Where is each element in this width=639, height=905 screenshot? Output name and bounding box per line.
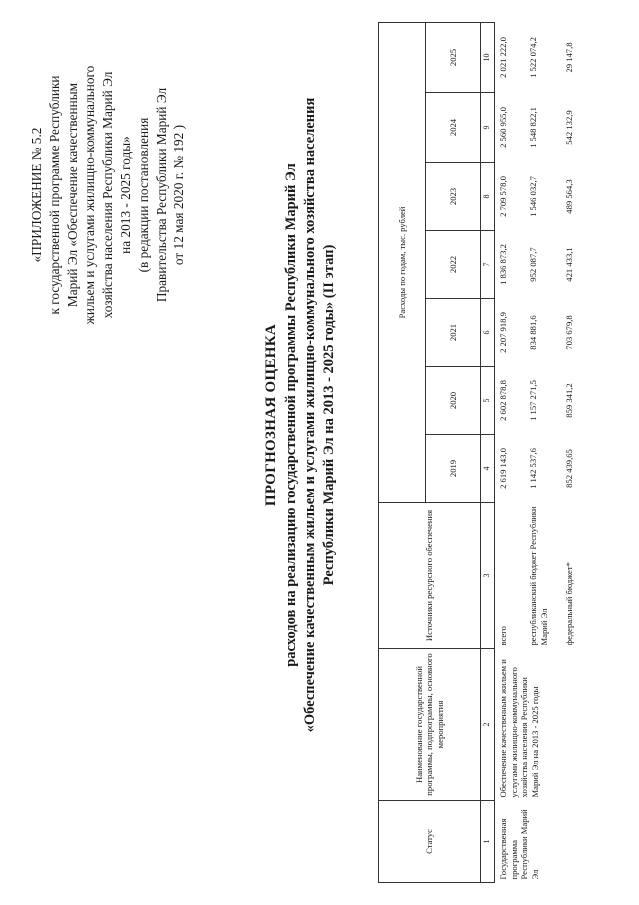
column-number: 1 <box>481 801 495 883</box>
amount-value: 1 522 074,2 <box>528 37 538 78</box>
amount-cell <box>495 163 596 231</box>
column-number: 6 <box>481 299 495 367</box>
appendix-line: Марий Эл «Обеспечение качественным <box>64 82 80 308</box>
column-number: 4 <box>481 435 495 503</box>
appendix-line: хозяйства населения Республики Марий Эл <box>100 71 116 319</box>
column-number: 2 <box>481 649 495 801</box>
amount-cell <box>495 22 596 92</box>
column-number: 8 <box>481 163 495 231</box>
source-label: федеральный бюджет* <box>564 562 574 646</box>
amount-value: 1 157 271,5 <box>528 380 538 421</box>
appendix-line: «ПРИЛОЖЕНИЕ № 5.2 <box>29 127 44 263</box>
amount-cell <box>495 435 596 503</box>
column-number: 7 <box>481 231 495 299</box>
appendix-line: на 2013 - 2025 годы» <box>117 136 133 254</box>
amount-value: 1 546 032,7 <box>528 176 538 217</box>
column-number: 9 <box>481 93 495 163</box>
amount-value: 1 836 873,2 <box>498 244 508 285</box>
amount-value: 2 709 578,0 <box>498 176 508 217</box>
amount-value: 1 548 822,1 <box>528 107 538 148</box>
amount-value: 489 564,3 <box>564 179 574 214</box>
appendix-line: к государственной программе Республики <box>46 75 62 315</box>
header-source: Источники ресурсного обеспечения <box>379 503 481 649</box>
appendix-line: от 12 мая 2020 г. № 192 ) <box>171 124 187 266</box>
subtitle-line: Республики Марий Эл на 2013 - 2025 годы» (II этап) <box>321 244 337 586</box>
source-label: всего <box>498 626 508 646</box>
amount-cell <box>495 231 596 299</box>
appendix-line: Правительства Республики Марий Эл <box>153 87 169 303</box>
column-number: 5 <box>481 367 495 435</box>
source-label: республиканский бюджет Республики Марий Эл <box>528 506 549 646</box>
header-year: 2024 <box>426 93 481 163</box>
amount-value: 852 439,65 <box>564 449 574 488</box>
document-subtitle <box>282 0 339 845</box>
amount-value: 2 021 222,0 <box>498 37 508 78</box>
appendix-block <box>28 45 188 345</box>
column-number-row <box>481 22 495 882</box>
row-sources <box>495 503 596 649</box>
amount-value: 29 147,8 <box>564 42 574 73</box>
amount-value: 952 087,7 <box>528 247 538 282</box>
amount-value: 542 132,9 <box>564 110 574 145</box>
amount-value: 703 679,8 <box>564 315 574 350</box>
amount-value: 421 433,1 <box>564 247 574 282</box>
amount-value: 2 619 143,0 <box>498 448 508 489</box>
appendix-line: (в редакции постановления <box>135 117 151 273</box>
amount-cell <box>495 299 596 367</box>
amount-value: 1 142 537,6 <box>528 448 538 489</box>
header-year: 2021 <box>426 299 481 367</box>
header-year: 2023 <box>426 163 481 231</box>
header-year: 2025 <box>426 22 481 92</box>
header-year: 2022 <box>426 231 481 299</box>
header-row <box>379 22 426 882</box>
amount-value: 2 207 918,9 <box>498 312 508 353</box>
column-number: 10 <box>481 22 495 92</box>
subtitle-line: расходов на реализацию государственной программы Республики Марий Эл <box>283 163 299 667</box>
header-year: 2020 <box>426 367 481 435</box>
row-name: Обеспечение качественным жильем и услугами жилищно-коммунального хозяйства населения Республики Марий Эл на 2013 - 2025 годы <box>498 659 540 798</box>
table-row <box>495 22 596 882</box>
header-name: Наименование государственной программы, подпрограммы, основного мероприятия <box>379 649 481 801</box>
header-status: Статус <box>379 801 481 883</box>
amount-value: 859 341,2 <box>564 383 574 418</box>
document-title-block <box>262 0 339 845</box>
header-year: 2019 <box>426 435 481 503</box>
amount-cell <box>495 93 596 163</box>
document-title: ПРОГНОЗНАЯ ОЦЕНКА <box>263 323 279 507</box>
expense-table <box>378 22 595 883</box>
amount-value: 2 560 955,0 <box>498 107 508 148</box>
amount-value: 2 602 878,8 <box>498 380 508 421</box>
amount-cell <box>495 367 596 435</box>
amount-value: 834 881,6 <box>528 315 538 350</box>
subtitle-line: «Обеспечение качественным жильем и услугами жилищно-коммунального хозяйства населения <box>302 97 318 733</box>
appendix-line: жильем и услугами жилищно-коммунального <box>82 65 98 325</box>
header-expenses: Расходы по годам, тыс. рублей <box>379 22 426 502</box>
row-status: Государственная программа Республики Марий Эл <box>498 809 540 880</box>
column-number: 3 <box>481 503 495 649</box>
